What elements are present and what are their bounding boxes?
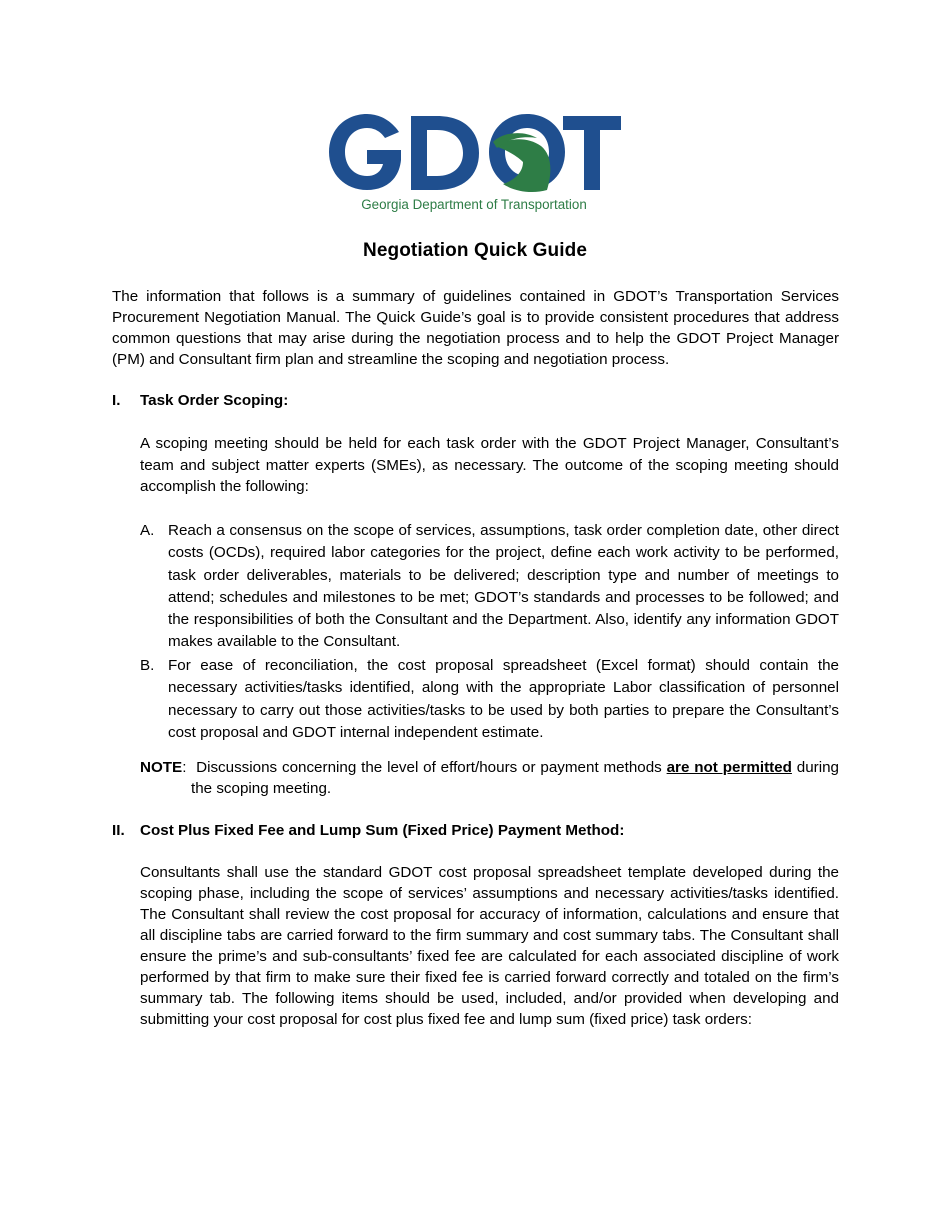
gdot-logo-graphic: [327, 110, 627, 215]
note-label: NOTE: [140, 759, 183, 776]
section-2-title: Cost Plus Fixed Fee and Lump Sum (Fixed Price) Payment Method:: [140, 822, 625, 839]
page-title: Negotiation Quick Guide: [363, 240, 587, 261]
section-2-paragraph: Consultants shall use the standard GDOT cost proposal spreadsheet template developed during the scoping phase, including the scope of services’ assumptions and necessary activities/tasks identified. The Consultant shall review the cost proposal for accuracy of information, calculations and ensure that all discipline tabs are carried forward to the firm summary and cost summary tabs. The Consultant shall ensure the prime’s and sub-consultants’ fixed fee are calculated for each associated discipline of work performed by that firm to make sure their fixed fee is carried forward correctly and totaled on the firm’s summary tab. The following items should be used, included, and/or provided when developing and submitting your cost proposal for cost plus fixed fee and lump sum (fixed price) task orders:: [140, 864, 839, 1028]
note-text-line2: the scoping meeting.: [191, 780, 332, 797]
section-2-number: II.: [112, 822, 125, 839]
gdot-logo: [327, 110, 627, 215]
note-text-before: : Discussions concerning the level of effort/hours or payment methods: [182, 759, 667, 776]
list-item: [140, 520, 839, 654]
list-item: [140, 655, 839, 744]
logo-subtitle: Georgia Department of Transportation: [361, 197, 587, 212]
section-1-heading: [112, 390, 288, 411]
note-emphasis: are not permitted: [666, 759, 792, 776]
list-item-text: For ease of reconciliation, the cost proposal spreadsheet (Excel format) should contain the necessary activities/tasks identified, along with the appropriate Labor classification of personnel necessary to carry out those activities/tasks to be used by both parties to prepare the Consultant’s cost proposal and GDOT internal independent estimate.: [168, 657, 839, 741]
note-text-after: during: [791, 759, 839, 776]
list-item-text: Reach a consensus on the scope of services, assumptions, task order completion date, other direct costs (OCDs), required labor categories for the project, define each work activity to be performed, task order deliverables, materials to be delivered; description type and number of meetings to attend; schedules and milestones to be met; GDOT’s standards and processes to be followed; and the responsibilities of both the Consultant and the Department. Also, identify any information GDOT makes available to the Consultant.: [168, 522, 839, 651]
scoping-note: [140, 757, 839, 799]
list-item-marker: A.: [140, 522, 155, 539]
section-1-number: I.: [112, 392, 121, 409]
section-2-heading: [112, 820, 624, 841]
intro-paragraph: The information that follows is a summary of guidelines contained in GDOT’s Transportation Services Procurement Negotiation Manual. The Quick Guide’s goal is to provide consistent procedures that address common questions that may arise during the negotiation process and to help the GDOT Project Manager (PM) and Consultant firm plan and streamline the scoping and negotiation process.: [112, 288, 839, 368]
list-item-marker: B.: [140, 657, 155, 674]
section-1-title: Task Order Scoping:: [140, 392, 289, 409]
section-1-paragraph: A scoping meeting should be held for each task order with the GDOT Project Manager, Consultant’s team and subject matter experts (SMEs), as necessary. The outcome of the scoping meeting should accomplish the following:: [140, 435, 839, 495]
